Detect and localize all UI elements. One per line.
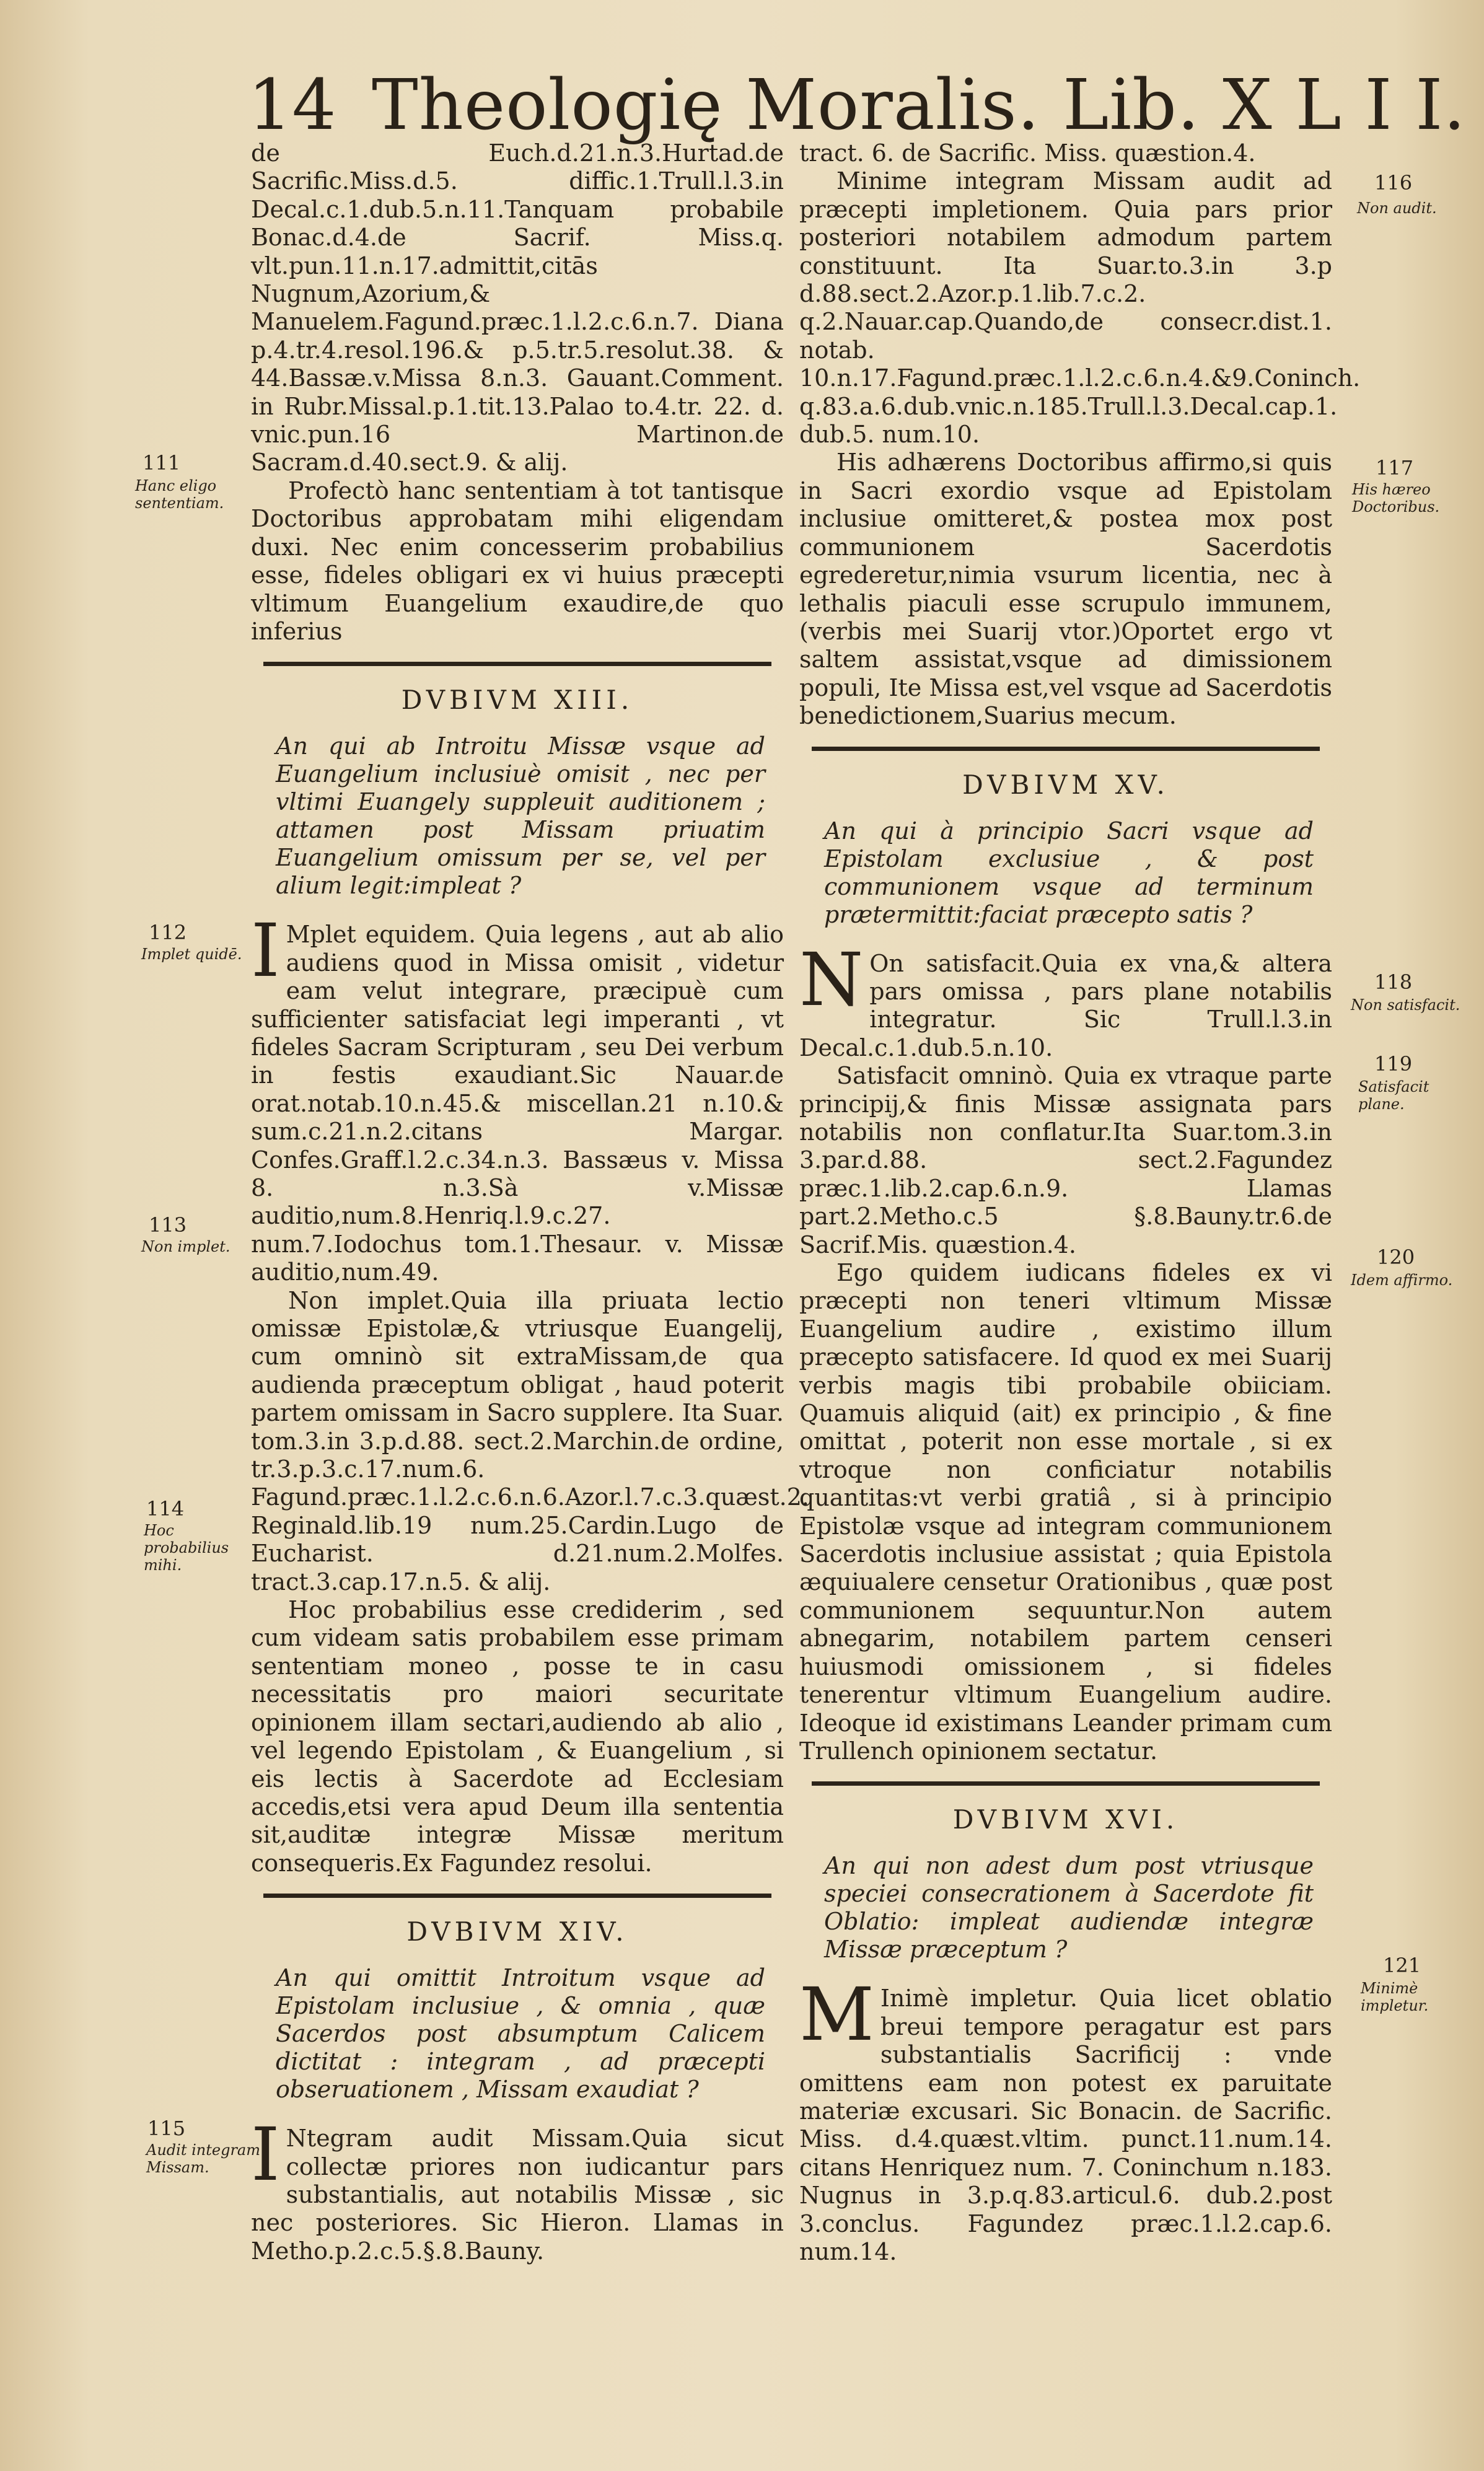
question-16: An qui non adest dum post vtriusque speciei consecrationem à Sacerdote fit Oblatio: impleat audiendæ integræ Missæ præceptum ? bbox=[824, 1852, 1314, 1964]
margin-note-120: Idem affirmo. bbox=[1351, 1271, 1453, 1289]
question-13: An qui ab Introitu Missæ vsque ad Euangelium inclusiuè omisit , nec per vltimi Euangely suppleuit auditionem ; attamen post Missam priuatim Euangelium omissum per se, vel per alium legit:impleat ? bbox=[276, 732, 765, 900]
section-rule bbox=[263, 662, 771, 666]
paragraph-118 bbox=[799, 936, 1332, 1063]
margin-number-120: 120 bbox=[1377, 1245, 1415, 1269]
margin-note-115: Audit integram Missam. bbox=[146, 2141, 260, 2176]
drop-cap: I bbox=[251, 2112, 280, 2198]
paragraph-left-1: de Euch.d.21.n.3.Hurtad.de Sacrific.Miss.d.5. diffic.1.Trull.l.3.in Decal.c.1.dub.5.n.11.Tanquam probabile Bonac.d.4.de Sacrif. Miss.q. vlt.pun.11.n.17.admittit,citās Nugnum,Azorium,& Manuelem.Fagund.præc.1.l.2.c.6.n.7. Diana p.4.tr.4.resol.196.& p.5.tr.5.resolut.38. & 44.Bassæ.v.Missa 8.n.3. Gauant.Comment. in Rubr.Missal.p.1.tit.13.Palao to.4.tr. 22. d. vnic.pun.16 Martinon.de Sacram.d.40.sect.9. & alij. bbox=[251, 139, 784, 476]
paragraph-119: Satisfacit omninò. Quia ex vtraque parte principij,& finis Missæ assignata pars notabilis non conflatur.Ita Suar.tom.3.in 3.par.d.88. sect.2.Fagundez præc.1.lib.2.cap.6.n.9. Llamas part.2.Metho.c.5 §.8.Bauny.tr.6.de Sacrif.Mis. quæstion.4. bbox=[799, 1062, 1332, 1258]
left-column bbox=[251, 139, 809, 2265]
drop-cap: I bbox=[251, 908, 280, 994]
margin-number-115: 115 bbox=[147, 2117, 186, 2140]
margin-note-113: Non implet. bbox=[141, 1238, 231, 1255]
paragraph-121-text: Inimè impletur. Quia licet oblatio breui tempore peragatur est pars substantialis Sacrificij : vnde omittens eam non potest ex paruitate materiæ excusari. Sic Bonacin. de Sacrific. Miss. d.4.quæst.vltim. punct.11.num.14. citans Henriquez num. 7. Coninchum n.183. Nugnus in 3.p.q.83.articul.6. dub.2.post 3.conclus. Fagundez præc.1.l.2.cap.6. num.14. bbox=[799, 1985, 1332, 2265]
margin-number-118: 118 bbox=[1374, 970, 1413, 994]
margin-note-112: Implet quidē. bbox=[141, 946, 242, 963]
paragraph-111: Profectò hanc sententiam à tot tantisque Doctoribus approbatam mihi eligendam duxi. Nec enim concesserim probabilius esse, fideles obligari ex vi huius præcepti vltimum Euangelium exaudire,de quo inferius bbox=[251, 476, 784, 645]
section-rule bbox=[812, 747, 1320, 751]
dubium-heading-13: DVBIVM XIII. bbox=[401, 685, 634, 716]
page-header bbox=[248, 65, 1467, 146]
section-rule bbox=[263, 1894, 771, 1898]
paragraph-116: Minime integram Missam audit ad præcepti impletionem. Quia pars prior posteriori notabilem admodum partem constituunt. Ita Suar.to.3.in 3.p d.88.sect.2.Azor.p.1.lib.7.c.2. q.2.Nauar.cap.Quando,de consecr.dist.1. notab. 10.n.17.Fagund.præc.1.l.2.c.6.n.4.&9.Coninch. q.83.a.6.dub.vnic.n.185.Trull.l.3.Decal.cap.1. dub.5. num.10. bbox=[799, 167, 1361, 449]
paragraph-right-1: tract. 6. de Sacrific. Miss. quæstion.4. bbox=[799, 139, 1256, 167]
folio-number: 14 bbox=[248, 65, 336, 146]
margin-note-121: Minimè impletur. bbox=[1361, 1980, 1429, 2014]
margin-number-112: 112 bbox=[149, 921, 187, 944]
right-column bbox=[799, 139, 1361, 2266]
running-title: Theologię Moralis. Lib. X L I I. bbox=[372, 65, 1467, 146]
paragraph-117: His adhærens Doctoribus affirmo,si quis in Sacri exordio vsque ad Epistolam inclusiue omitteret,& postea mox post communionem Sacerdotis egrederetur,nimia vsurum licentia, nec à lethalis piaculi esse scrupulo immunem, (verbis mei Suarij vtor.)Oportet ergo vt saltem assistat,vsque ad dimissionem populi, Ite Missa est,vel vsque ad Sacerdotis benedictionem,Suarius mecum. bbox=[799, 449, 1332, 730]
paragraph-115 bbox=[251, 2112, 784, 2265]
dubium-heading-16: DVBIVM XVI. bbox=[952, 1804, 1179, 1835]
dubium-heading-14: DVBIVM XIV. bbox=[406, 1916, 628, 1947]
paragraph-121 bbox=[799, 1972, 1332, 2266]
paragraph-115-text: Ntegram audit Missam.Quia sicut collectæ priores non iudicantur pars substantialis, aut notabilis Missæ , sic nec posteriores. Sic Hieron. Llamas in Metho.p.2.c.5.§.8.Bauny. bbox=[251, 2125, 784, 2265]
margin-note-114: Hoc probabilius mihi. bbox=[144, 1522, 229, 1574]
paragraph-112 bbox=[251, 908, 784, 1286]
margin-number-116: 116 bbox=[1374, 171, 1413, 195]
margin-number-117: 117 bbox=[1376, 456, 1414, 480]
margin-note-118: Non satisfacit. bbox=[1351, 996, 1460, 1014]
dubium-heading-15: DVBIVM XV. bbox=[962, 769, 1169, 800]
margin-number-111: 111 bbox=[143, 451, 181, 475]
margin-note-116: Non audit. bbox=[1357, 200, 1437, 217]
drop-cap: N bbox=[799, 936, 864, 1022]
section-rule bbox=[812, 1781, 1320, 1786]
drop-cap: M bbox=[799, 1972, 874, 2058]
paragraph-112-text: Mplet equidem. Quia legens , aut ab alio audiens quod in Missa omisit , videtur eam velut integrare, præcipuè cum sufficienter satisfaciat legi imperanti , vt fideles Sacram Scripturam , seu Dei verbum in festis exaudiant.Sic Nauar.de orat.notab.10.n.45.& miscellan.21 n.10.& sum.c.21.n.2.citans Margar. Confes.Graff.l.2.c.34.n.3. Bassæus v. Missa 8. n.3.Sà v.Missæ auditio,num.8.Henriq.l.9.c.27. num.7.Iodochus tom.1.Thesaur. v. Missæ auditio,num.49. bbox=[251, 921, 784, 1286]
margin-number-121: 121 bbox=[1383, 1954, 1421, 1977]
paragraph-120: Ego quidem iudicans fideles ex vi præcepti non teneri vltimum Missæ Euangelium audire , existimo illum præcepto satisfacere. Id quod ex mei Suarij verbis magis tibi probabile obiiciam. Quamuis aliquid (ait) ex principio , & fine omittat , poterit non esse mortale , si ex vtroque non conficiatur notabilis quantitas:vt verbi gratiâ , si à principio Epistolæ vsque ad integram communionem Sacerdotis inclusiue assistat ; quia Epistola æquiualere censetur Orationibus , quæ post communionem sequuntur.Non autem abnegarim, notabilem partem censeri huiusmodi omissionem , si fideles tenerentur vltimum Euangelium audire. Ideoque id existimans Leander primam cum Trullench opinionem sectatur. bbox=[799, 1259, 1332, 1765]
margin-note-119: Satisfacit plane. bbox=[1358, 1078, 1429, 1113]
paragraph-114: Hoc probabilius esse crediderim , sed cum videam satis probabilem esse primam sententiam moneo , posse te in casu necessitatis pro maiori securitate opinionem illam sectari,audiendo ab alio , vel legendo Epistolam , & Euangelium , si eis lectis à Sacerdote ad Ecclesiam accedis,etsi vera apud Deum illa sententia sit,auditæ integræ Missæ meritum consequeris.Ex Fagundez resolui. bbox=[251, 1596, 784, 1877]
margin-number-114: 114 bbox=[146, 1497, 185, 1521]
margin-number-113: 113 bbox=[149, 1213, 187, 1237]
paragraph-113: Non implet.Quia illa priuata lectio omissæ Epistolæ,& vtriusque Euangelij, cum omninò sit extraMissam,de qua audienda præceptum obligat , haud poterit partem omissam in Sacro supplere. Ita Suar. tom.3.in 3.p.d.88. sect.2.Marchin.de ordine, tr.3.p.3.c.17.num.6. Fagund.præc.1.l.2.c.6.n.6.Azor.l.7.c.3.quæst.2. Reginald.lib.19 num.25.Cardin.Lugo de Eucharist. d.21.num.2.Molfes. tract.3.cap.17.n.5. & alij. bbox=[251, 1286, 809, 1595]
paragraph-118-text: On satisfacit.Quia ex vna,& altera pars omissa , pars plane notabilis integratur. Sic Trull.l.3.in Decal.c.1.dub.5.n.10. bbox=[799, 949, 1332, 1061]
margin-note-117: His hæreo Doctoribus. bbox=[1352, 481, 1440, 516]
margin-number-119: 119 bbox=[1374, 1052, 1413, 1076]
question-14: An qui omittit Introitum vsque ad Epistolam inclusiue , & omnia , quæ Sacerdos post absumptum Calicem dictitat : integram , ad præcepti obseruationem , Missam exaudiat ? bbox=[276, 1964, 765, 2104]
margin-note-111: Hanc eligo sententiam. bbox=[135, 477, 224, 512]
question-15: An qui à principio Sacri vsque ad Epistolam exclusiue , & post communionem vsque ad terminum prætermittit:faciat præcepto satis ? bbox=[824, 817, 1314, 928]
